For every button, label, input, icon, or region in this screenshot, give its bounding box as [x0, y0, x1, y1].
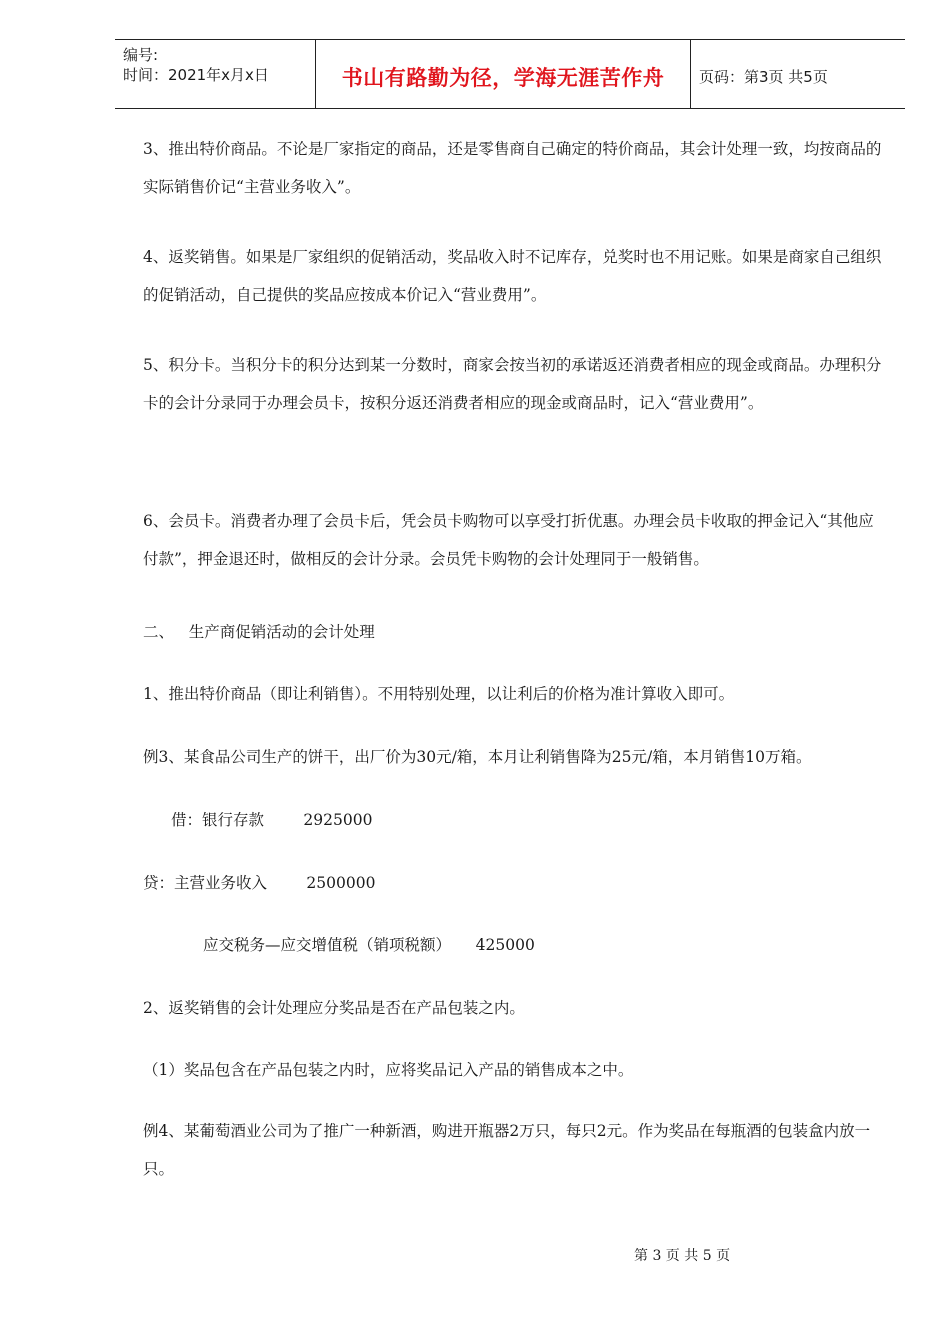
example-3: 例3、某食品公司生产的饼干，出厂价为30元/箱，本月让利销售降为25元/箱，本月销售10万箱。	[143, 748, 812, 766]
header-motto-cell	[315, 40, 691, 108]
example-4: 例4、某葡萄酒业公司为了推广一种新酒，购进开瓶器2万只，每只2元。作为奖品在每瓶酒的包装盒内放一只。	[143, 1122, 871, 1178]
serial-label: 编号:	[123, 46, 159, 64]
header-page-number: 页码：第3页 共5页	[699, 68, 828, 86]
motto: 书山有路勤为径，学海无涯苦作舟	[341, 66, 665, 90]
paragraph-3: 3、推出特价商品。不论是厂家指定的商品，还是零售商自己确定的特价商品，其会计处理一致，均按商品的实际销售价记“主营业务收入”。	[143, 140, 882, 196]
time-label: 时间：2021年x月x日	[123, 66, 269, 84]
credit-entry-tax: 应交税务—应交增值税（销项税额） 425000	[203, 936, 535, 954]
item-2: 2、返奖销售的会计处理应分奖品是否在产品包装之内。	[143, 999, 525, 1017]
credit-entry: 贷：主营业务收入 2500000	[143, 874, 376, 892]
page-footer: 第 3 页 共 5 页	[634, 1248, 731, 1264]
paragraph-6: 6、会员卡。消费者办理了会员卡后，凭会员卡购物可以享受打折优惠。办理会员卡收取的押金记入“其他应付款”，押金退还时，做相反的会计分录。会员凭卡购物的会计处理同于一般销售。	[143, 512, 874, 568]
page-header	[115, 39, 905, 109]
header-info-cell	[115, 40, 315, 108]
header-page-cell	[691, 40, 905, 108]
item-2-1: （1）奖品包含在产品包装之内时，应将奖品记入产品的销售成本之中。	[143, 1061, 634, 1079]
paragraph-5: 5、积分卡。当积分卡的积分达到某一分数时，商家会按当初的承诺返还消费者相应的现金或商品。办理积分卡的会计分录同于办理会员卡，按积分返还消费者相应的现金或商品时，记入“营业费用”。	[143, 356, 882, 412]
item-1: 1、推出特价商品（即让利销售）。不用特别处理，以让利后的价格为准计算收入即可。	[143, 685, 735, 703]
debit-entry: 借：银行存款 2925000	[171, 811, 373, 829]
paragraph-4: 4、返奖销售。如果是厂家组织的促销活动，奖品收入时不记库存，兑奖时也不用记账。如果是商家自己组织的促销活动，自己提供的奖品应按成本价记入“营业费用”。	[143, 248, 882, 304]
section-heading: 二、 生产商促销活动的会计处理	[143, 623, 375, 641]
